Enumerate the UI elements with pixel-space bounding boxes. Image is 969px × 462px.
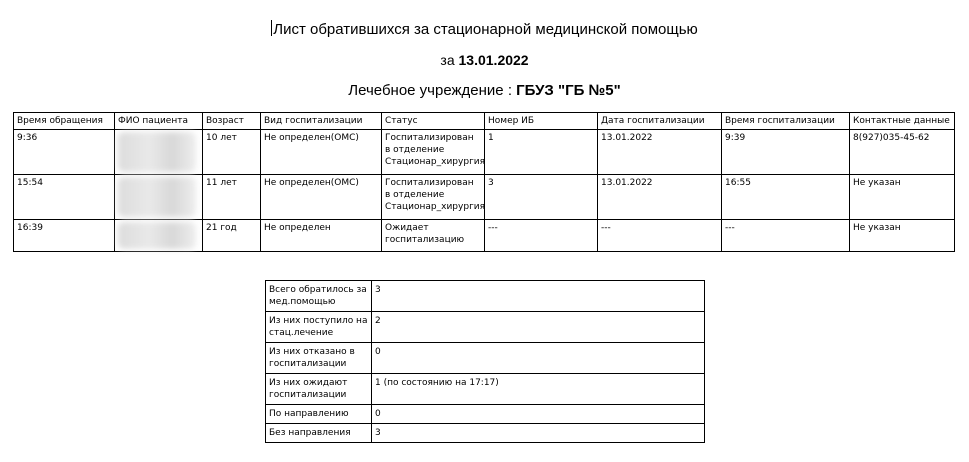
col-header: Номер ИБ (485, 113, 598, 130)
table-header-row (14, 113, 955, 130)
cell-hosp-type: Не определен(ОМС) (261, 130, 382, 175)
summary-row (266, 424, 705, 443)
summary-row (266, 405, 705, 424)
cell-patient-name (115, 175, 203, 220)
summary-label: Без направления (266, 424, 372, 443)
summary-row (266, 281, 705, 312)
cell-contact: Не указан (850, 175, 955, 220)
col-header: Время госпитализации (722, 113, 850, 130)
summary-label: Всего обратилось за мед.помощью (266, 281, 372, 312)
table-row (14, 220, 955, 252)
institution-name: ГБУЗ "ГБ №5" (516, 82, 621, 99)
summary-row (266, 374, 705, 405)
cell-status: Госпитализирован в отделение Стационар_хирургия (382, 130, 485, 175)
report-date-line (0, 50, 969, 70)
col-header: Возраст (203, 113, 261, 130)
cell-hosp-type: Не определен (261, 220, 382, 252)
report-title-text: Лист обратившихся за стационарной медицинской помощью (273, 21, 698, 38)
col-header: Вид госпитализации (261, 113, 382, 130)
col-header: Время обращения (14, 113, 115, 130)
cell-hosp-time: 9:39 (722, 130, 850, 175)
cell-contact: 8(927)035-45-62 (850, 130, 955, 175)
cell-contact: Не указан (850, 220, 955, 252)
cell-ib-number: 1 (485, 130, 598, 175)
cell-hosp-type: Не определен(ОМС) (261, 175, 382, 220)
summary-row (266, 312, 705, 343)
report-title (0, 20, 969, 40)
table-row (14, 175, 955, 220)
cell-hosp-date: 13.01.2022 (598, 130, 722, 175)
summary-value: 1 (по состоянию на 17:17) (372, 374, 705, 405)
redacted-name (118, 177, 196, 217)
table-row (14, 130, 955, 175)
cell-hosp-time: 16:55 (722, 175, 850, 220)
col-header: Статус (382, 113, 485, 130)
cell-hosp-date: --- (598, 220, 722, 252)
col-header: Дата госпитализации (598, 113, 722, 130)
redacted-name (118, 132, 196, 172)
summary-label: Из них ожидают госпитализации (266, 374, 372, 405)
summary-value: 0 (372, 343, 705, 374)
date-prefix: за (440, 52, 455, 68)
cell-hosp-date: 13.01.2022 (598, 175, 722, 220)
cell-ib-number: 3 (485, 175, 598, 220)
summary-label: Из них поступило на стац.лечение (266, 312, 372, 343)
cell-status: Госпитализирован в отделение Стационар_хирургия (382, 175, 485, 220)
cell-hosp-time: --- (722, 220, 850, 252)
summary-value: 3 (372, 424, 705, 443)
cell-time: 16:39 (14, 220, 115, 252)
cell-patient-name (115, 130, 203, 175)
col-header: Контактные данные (850, 113, 955, 130)
cell-status: Ожидает госпитализацию (382, 220, 485, 252)
cell-time: 15:54 (14, 175, 115, 220)
cell-time: 9:36 (14, 130, 115, 175)
redacted-name (118, 222, 196, 249)
institution-prefix: Лечебное учреждение : (348, 82, 512, 99)
col-header: ФИО пациента (115, 113, 203, 130)
patients-table (13, 112, 955, 252)
report-date: 13.01.2022 (458, 52, 529, 68)
cell-patient-name (115, 220, 203, 252)
summary-value: 2 (372, 312, 705, 343)
summary-row (266, 343, 705, 374)
summary-table (265, 280, 705, 443)
summary-label: По направлению (266, 405, 372, 424)
institution-line (0, 80, 969, 102)
summary-value: 0 (372, 405, 705, 424)
cell-age: 10 лет (203, 130, 261, 175)
summary-value: 3 (372, 281, 705, 312)
summary-label: Из них отказано в госпитализации (266, 343, 372, 374)
cell-age: 21 год (203, 220, 261, 252)
cell-ib-number: --- (485, 220, 598, 252)
cell-age: 11 лет (203, 175, 261, 220)
